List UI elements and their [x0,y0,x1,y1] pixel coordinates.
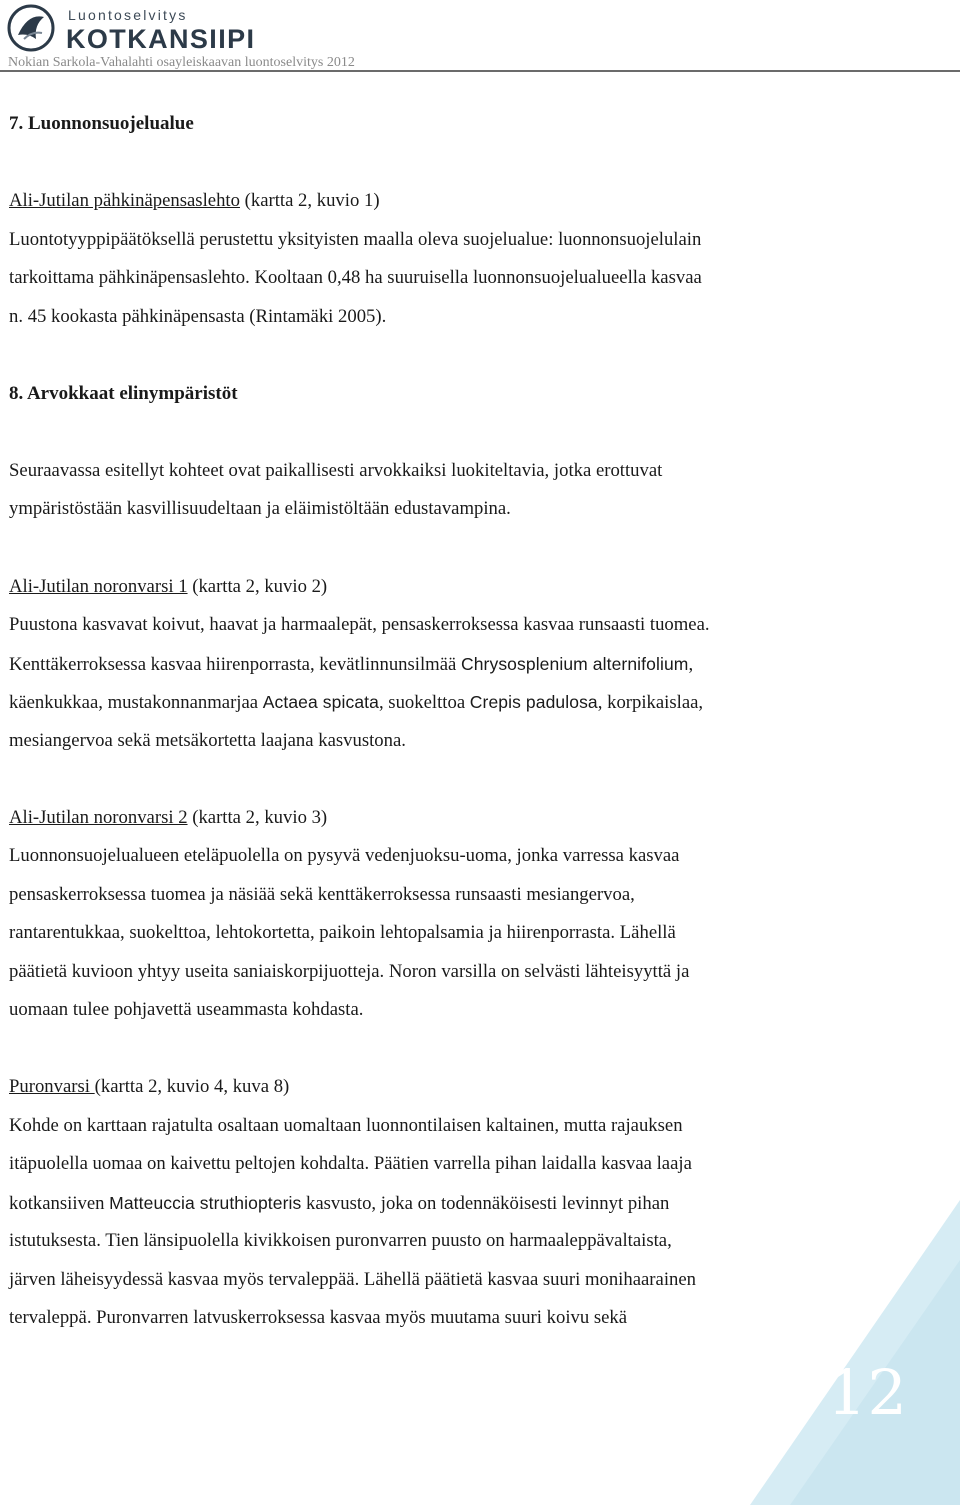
item-title-noronvarsi-1 [9,576,327,598]
paragraph-line: pensaskerroksessa tuomea ja näsiää sekä kenttäkerroksessa runsaasti mesiangervoa, [9,884,635,905]
logo-tagline: Luontoselvitys [68,7,188,23]
paragraph-line: järven läheisyydessä kasvaa myös tervaleppää. Lähellä päätietä kasvaa suuri monihaarainen [9,1269,696,1290]
species-name: Chrysosplenium alternifolium [460,654,689,674]
paragraph-line: uomaan tulee pohjavettä useammasta kohdasta. [9,999,364,1020]
section-heading-7: 7. Luonnonsuojelualue [9,113,194,134]
paragraph-line [9,1192,669,1215]
logo-icon [6,3,56,53]
paragraph-line: päätietä kuvioon yhtyy useita saniaiskorpijuotteja. Noron varsilla on selvästi lähteisyyttä ja [9,961,690,982]
paragraph-line: Luonnonsuojelualueen eteläpuolella on pysyvä vedenjuoksu-uoma, jonka varressa kasvaa [9,845,680,866]
paragraph-line: Luontotyyppipäätöksellä perustettu yksityisten maalla oleva suojelualue: luonnonsuojelulain [9,229,702,250]
species-name: Matteuccia struthiopteris [109,1193,302,1213]
item-ref: (kartta 2, kuvio 2) [187,576,328,597]
item-ref: (kartta 2, kuvio 4, kuva 8) [94,1076,290,1097]
paragraph-line: istutuksesta. Tien länsipuolella kivikkoisen puronvarren puusto on harmaaleppävaltaista, [9,1230,672,1251]
paragraph-line: rantarentukkaa, suokelttoa, lehtokortetta, paikoin lehtopalsamia ja hiirenporrasta. Lähellä [9,922,676,943]
header-rule [0,70,960,72]
text-run: , korpikaislaa, [597,692,704,713]
text-run: kotkansiiven [9,1193,110,1214]
item-title-pahkinapensaslehto [9,190,380,212]
paragraph-line: itäpuolella uomaa on kaivettu peltojen kohdalta. Päätien varrella pihan laidalla kasvaa laaja [9,1153,692,1174]
header [6,3,526,71]
paragraph-line: tarkoittama pähkinäpensaslehto. Kooltaan 0,48 ha suuruisella luonnonsuojelualueella kasvaa [9,267,702,288]
text-run: käenkukkaa, mustakonnanmarjaa [9,692,263,713]
item-link: Ali-Jutilan noronvarsi 2 [9,807,188,828]
item-title-noronvarsi-2 [9,807,327,829]
header-subtitle: Nokian Sarkola-Vahalahti osayleiskaavan luontoselvitys 2012 [8,55,355,70]
paragraph-line: tervaleppä. Puronvarren latvuskerroksessa kasvaa myös muutama suuri koivu sekä [9,1307,628,1328]
logo-wordmark: KOTKANSIIPI [66,24,256,54]
text-run: , [688,654,694,675]
item-link: Ali-Jutilan pähkinäpensaslehto [9,190,240,211]
paragraph-line: Kohde on karttaan rajatulta osaltaan uomaltaan luonnontilaisen kaltainen, mutta rajauksen [9,1115,683,1136]
item-title-puronvarsi [9,1076,289,1098]
page-number: 12 [827,1356,908,1429]
item-link: Ali-Jutilan noronvarsi 1 [9,576,188,597]
item-link: Puronvarsi [9,1076,95,1097]
item-ref: (kartta 2, kuvio 3) [187,807,328,828]
text-run: , suokelttoa [378,692,470,713]
item-ref: (kartta 2, kuvio 1) [239,190,380,211]
species-name: Actaea spicata [262,692,379,712]
paragraph-line: ympäristöstään kasvillisuudeltaan ja eläimistöltään edustavampina. [9,498,511,519]
paragraph-line: n. 45 kookasta pähkinäpensasta (Rintamäki 2005). [9,306,387,327]
corner-decoration [750,1200,960,1505]
text-run: Kenttäkerroksessa kasvaa hiirenporrasta, kevätlinnunsilmää [9,654,461,675]
section-heading-8: 8. Arvokkaat elinympäristöt [9,383,238,404]
paragraph-line [9,653,693,676]
paragraph-line: Seuraavassa esitellyt kohteet ovat paikallisesti arvokkaiksi luokiteltavia, jotka erottuvat [9,460,663,481]
text-run: kasvusto, joka on todennäköisesti levinnyt pihan [301,1193,670,1214]
species-name: Crepis padulosa [469,692,598,712]
paragraph-line: mesiangervoa sekä metsäkortetta laajana kasvustona. [9,730,406,751]
paragraph-line [9,691,703,714]
paragraph-line: Puustona kasvavat koivut, haavat ja harmaalepät, pensaskerroksessa kasvaa runsaasti tuomea. [9,614,710,635]
